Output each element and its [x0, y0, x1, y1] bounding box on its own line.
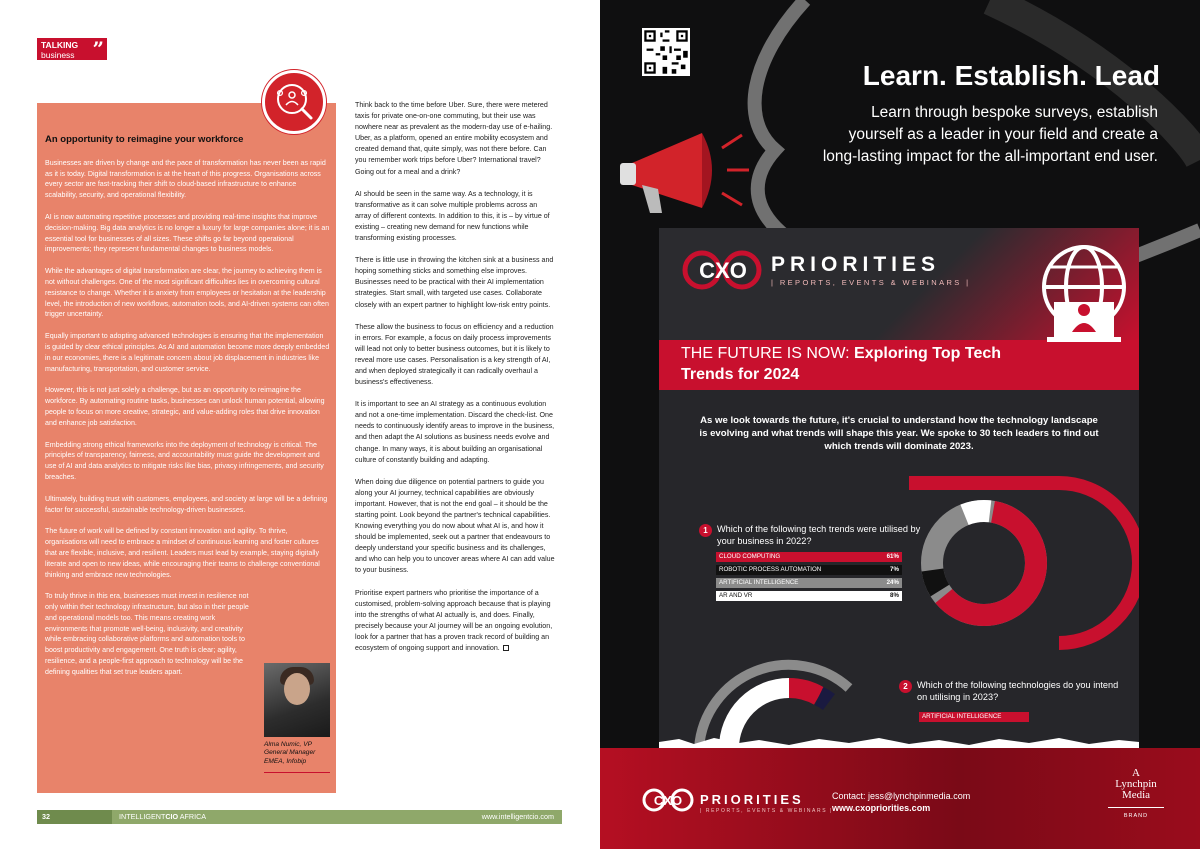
- cxo-logo-text: CXO: [699, 258, 747, 283]
- q2-bar: ARTIFICIAL INTELLIGENCE: [919, 712, 1029, 722]
- question-1: [699, 524, 929, 547]
- section-heading: An opportunity to reimagine your workforce: [45, 134, 244, 145]
- end-mark-icon: [503, 645, 509, 651]
- last-paragraph-text: Prioritise expert partners who prioritise the importance of a customised, problem-solving approach because that is playing into the strengths of what AI actually is, and does. Finally, precisely because your AI journey will be an ongoing evolution, look for a partner that has a proven track record of building an ecosystem of ongoing support and innovation.: [355, 588, 553, 653]
- publication-part-bold: CIO: [165, 812, 179, 821]
- paragraph: Think back to the time before Uber. Sure, there were metered taxis for private one-on-one commuting, but their use was nowhere near as prevalent as the modern-day use of e-hailing. Uber, as a platform, opened an entire mobility ecosystem and created demand that, quite simply, was not there before. Can you remember work trips before Uber? International travel? Going out for a meal and a drink?: [355, 101, 553, 176]
- article-column-left: [45, 135, 330, 689]
- question-number-badge: 1: [699, 524, 712, 537]
- trend-bar: [716, 578, 902, 588]
- paragraph: When doing due diligence on potential partners to guide you along your AI journey, technical capabilities are obviously important. However, that is not the end goal – it should be the starting point. Look beyond the partner's technical capabilities. Knowing everything you do now about what AI is, and how it should be implemented, seek out a partner that endeavours to deeply understand your specific business and its challenges, and who can help you to uncover areas where AI can add value to your business.: [355, 477, 555, 575]
- publication-part: INTELLIGENT: [119, 812, 166, 821]
- contact-email[interactable]: Contact: jess@lynchpinmedia.com: [832, 791, 971, 801]
- paragraph: These allow the business to focus on efficiency and a reduction in errors. For example, a focus on daily process improvements will lead not only to better business outcomes, but it is likely to reveal more use cases. Personalisation is a key strength of AI, and when deployed strategically it can radically overhaul a business's effectiveness.: [355, 322, 554, 387]
- footer-url[interactable]: www.intelligentcio.com: [481, 812, 554, 821]
- panel-title: [681, 343, 1011, 385]
- page-number: 32: [37, 810, 112, 824]
- paragraph: There is little use in throwing the kitchen sink at a business and hoping something sticks and something else improves. Businesses need to be practical with their AI implementation strategies. Start small, with targeted use cases. Collaborate closely with an expert partner to highlight low-risk entry points.: [355, 256, 554, 309]
- publication-part: AFRICA: [178, 812, 207, 821]
- semi-donut-decoration: [679, 648, 879, 748]
- bar-label: ROBOTIC PROCESS AUTOMATION: [719, 566, 822, 573]
- paragraph: AI is now automating repetitive processes and providing real-time insights that improve decision-making. Big data analytics is no longer a luxury for large companies alone; it is an essential tool for businesses of all sizes. These shifts go far beyond operational improvements; they represent fundamental changes to business models.: [45, 212, 330, 254]
- caption-rule: [264, 772, 330, 773]
- lynchpin-brand: BRAND: [1108, 807, 1164, 822]
- trend-bar: [716, 591, 902, 601]
- paragraph: Ultimately, building trust with customers, employees, and society at large will be a defining factor for successful, sustainable technology-driven businesses.: [45, 494, 328, 514]
- panel-title-prefix: THE FUTURE IS NOW:: [681, 345, 855, 362]
- bar-label: ARTIFICIAL INTELLIGENCE: [719, 579, 799, 586]
- trend-bar-list: [716, 552, 902, 604]
- bottom-cxo-logo-text: CXO: [653, 793, 683, 808]
- trend-bar: [716, 565, 902, 575]
- question-number-badge: 2: [899, 680, 912, 693]
- cxo-logo-icon: [682, 250, 764, 290]
- globe-laptop-icon: [1039, 242, 1129, 352]
- paragraph: AI should be seen in the same way. As a technology, it is transformative as it can solve multiple problems across an array of different contexts. In addition to this, it is – by virtue of existing – creating new demand for new functions while transforming existing processes.: [355, 189, 550, 243]
- lynchpin-media-logo: [1108, 768, 1164, 822]
- bar-value: 24%: [886, 579, 899, 586]
- bar-value: 7%: [890, 566, 899, 573]
- lynchpin-line: Media: [1121, 789, 1151, 801]
- publication-name: [119, 810, 206, 824]
- contact-block: [832, 790, 970, 814]
- bottom-cxo-logo-icon: [642, 788, 694, 812]
- lynchpin-line: Lynchpin: [1115, 778, 1157, 790]
- paragraph: However, this is not just solely a challenge, but as an opportunity to reimagine the workforce. By automating routine tasks, businesses can unlock human potential, allowing people to focus on more creative, strategic, and value-adding roles that drive innovation and enhance job satisfaction.: [45, 386, 325, 427]
- paragraph-last: [355, 588, 555, 655]
- logo-tagline: | REPORTS, EVENTS & WEBINARS |: [771, 278, 971, 287]
- quote-mark-icon: ”: [92, 37, 104, 61]
- author-portrait: [264, 663, 330, 737]
- question-text: Which of the following tech trends were utilised by your business in 2022?: [717, 524, 921, 546]
- badge-sub: business: [41, 50, 75, 60]
- panel-intro: As we look towards the future, it's crucial to understand how the technology landscape is evolving and what trends will shape this year. We spoke to 30 tech leaders to find out which trends will dominate 2023.: [699, 415, 1099, 452]
- bar-value: 61%: [886, 553, 899, 560]
- paragraph: Embedding strong ethical frameworks into the deployment of technology is critical. The principles of transparency, fairness, and accountability must guide the development and use of AI and data analytics to mitigate risks like bias, privacy infringements, and security breaches.: [45, 440, 324, 481]
- paragraph: Businesses are driven by change and the pace of transformation has never been as rapid as it is today. Digital transformation is at the heart of this progress. Organisations across every sector are fast-tracking their shift to cloud-based infrastructure to enhance scalability, security, and operational flexibility.: [45, 158, 326, 200]
- paragraph: The future of work will be defined by constant innovation and agility. To thrive, organisations will need to embrace a mindset of continuous learning and foster cultures that are flexible, inclusive, and resilient. Leaders must lead by example, staying digitally literate and open to new ideas, while encouraging their teams to challenge conventional thinking and embrace new technologies.: [45, 527, 320, 579]
- paragraph: Equally important to adopting advanced technologies is ensuring that the implementation is guided by clear ethical principles. As AI and automation become more deeply embedded in our economies, there is a legitimate concern about job displacement in industries like manufacturing, transportation, and customer service.: [45, 332, 330, 373]
- paragraph: While the advantages of digital transformation are clear, the journey to achieving them is not without challenges. One of the most significant difficulties lies in overcoming cultural resistance to change. Whether it is anxiety from employees or hesitation at the leadership level, the introduction of new workflows, automation tools, and AI-driven systems can often trigger uncertainty.: [45, 267, 329, 319]
- lynchpin-line: A: [1132, 767, 1140, 779]
- question-2: [899, 680, 1119, 703]
- bar-label: AR AND VR: [719, 592, 753, 599]
- question-text: Which of the following technologies do you intend on utilising in 2023?: [917, 680, 1119, 702]
- paragraph: It is important to see an AI strategy as a continuous evolution and not a one-time implementation. Discard the check-list. One needs to continuously identify areas to improve in the business, and then adapt the AI solutions as business needs evolve and change. In many ways, it is about building an organisational culture of constantly building and adapting.: [355, 400, 555, 464]
- talking-business-badge: [37, 38, 107, 60]
- megaphone-icon: [612, 123, 752, 223]
- panel-title-bold: Exploring Top Tech Trends for 2024: [681, 345, 1002, 383]
- team-search-icon: [262, 70, 326, 134]
- donut-chart-decoration: [909, 473, 1139, 653]
- bottom-logo-tagline: | REPORTS, EVENTS & WEBINARS |: [700, 808, 834, 814]
- qr-code-icon[interactable]: [642, 28, 690, 76]
- advert-headline: Learn. Establish. Lead: [862, 60, 1160, 91]
- bottom-logo-wordmark: PRIORITIES: [700, 792, 804, 807]
- trend-bar: [716, 552, 902, 562]
- article-column-right: [355, 100, 555, 665]
- survey-panel: [659, 228, 1139, 748]
- contact-url[interactable]: www.cxopriorities.com: [832, 803, 931, 813]
- advert-subline: Learn through bespoke surveys, establish yourself as a leader in your field and create a long-lasting impact for the all-important end user.: [822, 104, 1158, 165]
- badge-title: TALKING: [41, 40, 79, 50]
- torn-edge-decoration: [659, 736, 1139, 748]
- bar-label: CLOUD COMPUTING: [719, 553, 781, 560]
- page-footer: [37, 810, 562, 824]
- bar-value: 8%: [890, 592, 899, 599]
- portrait-caption: Alma Numic, VP General Manager EMEA, Infobip: [264, 741, 316, 765]
- logo-wordmark: PRIORITIES: [771, 253, 941, 276]
- paragraph: To truly thrive in this era, businesses must invest in resilience not only within their technology infrastructure, but also in their people and operational models too. This means creating work environments that promote well-being, inclusivity, and creativity while embracing collaborative platforms and automation tools to boost productivity and engagement. One truth is clear; agility, resilience, and a people-first approach to technology will be the defining qualities that set true leaders apart.: [45, 592, 249, 676]
